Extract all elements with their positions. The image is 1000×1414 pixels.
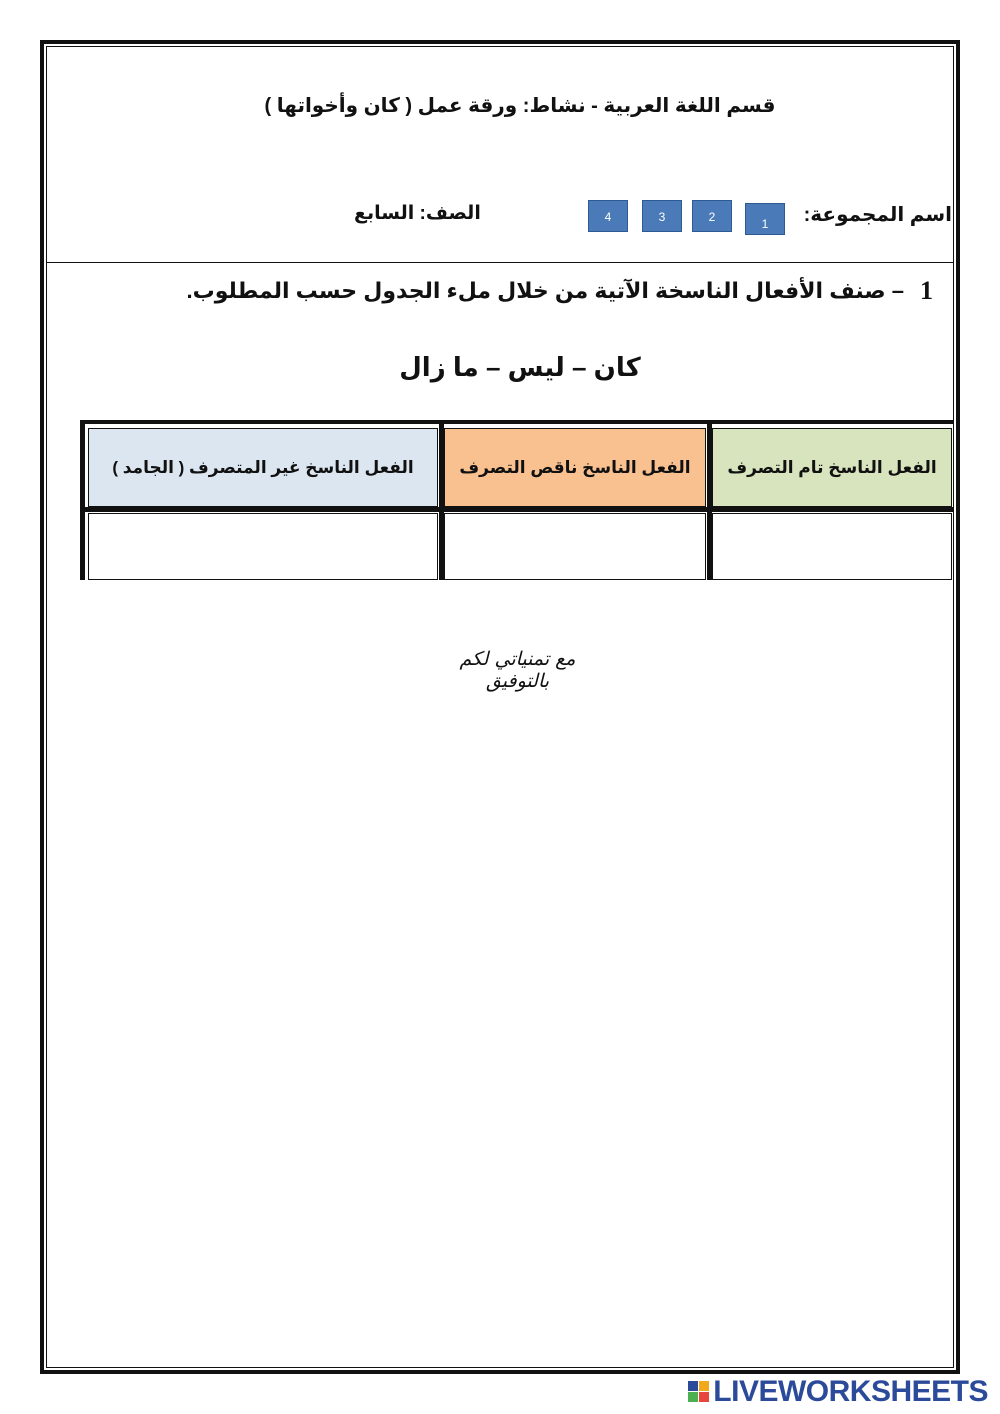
liveworksheets-logo-icon [688,1381,710,1403]
page-border-inner [46,46,954,1368]
closing-wishes: مع تمنياتي لكم بالتوفيق [459,648,576,692]
group-3-box[interactable]: 3 [642,200,682,232]
question-text: – صنف الأفعال الناسخة الآتية من خلال ملء الجدول حسب المطلوب. [186,278,904,303]
answer-cell-complete[interactable] [712,513,952,580]
verbs-list: كان – ليس – ما زال [399,352,641,382]
question-number: 1 [920,276,933,305]
group-2-box[interactable]: 2 [692,200,732,232]
group-4-box[interactable]: 4 [588,200,628,232]
answer-cell-incomplete[interactable] [444,513,706,580]
header-incomplete-conjugation: الفعل الناسخ ناقص التصرف [444,428,706,507]
table-border-top [80,420,954,424]
grade-label: الصف: السابع [354,203,481,224]
worksheet-title: قسم اللغة العربية - نشاط: ورقة عمل ( كان وأخواتها ) [264,95,776,117]
group-name-label: اسم المجموعة: [803,204,952,226]
header-divider [46,262,954,263]
liveworksheets-brand [688,1374,988,1410]
group-1-box[interactable]: 1 [745,203,785,235]
header-complete-conjugation: الفعل الناسخ تام التصرف [712,428,952,507]
header-non-conjugable: الفعل الناسخ غير المتصرف ( الجامد ) [88,428,438,507]
liveworksheets-wordmark: LIVEWORKSHEETS [713,1375,988,1408]
answer-cell-non-conjugable[interactable] [88,513,438,580]
table-border-left [80,420,85,580]
table-header-divider [80,507,954,512]
classification-table [80,420,954,580]
